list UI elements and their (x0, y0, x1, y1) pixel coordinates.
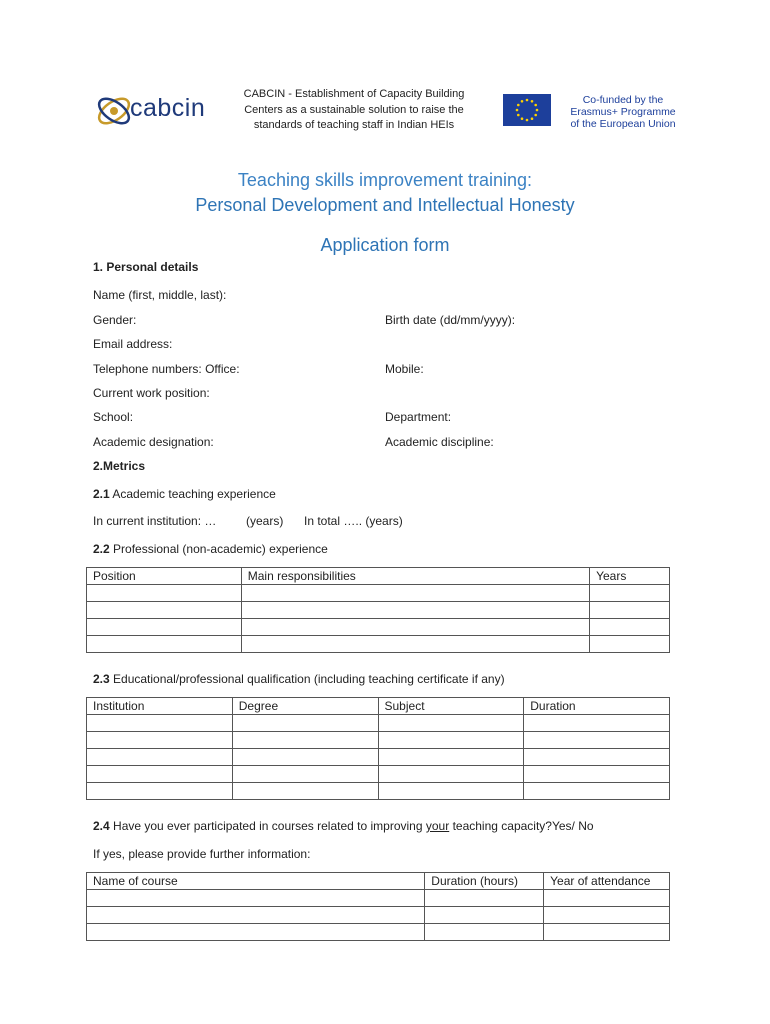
table-cell[interactable] (378, 715, 524, 732)
gender-field-label: Gender: (93, 313, 137, 327)
table-cell[interactable] (87, 783, 233, 800)
office-phone-field-label: Telephone numbers: Office: (93, 362, 240, 376)
column-header: Duration (524, 698, 670, 715)
table-cell[interactable] (87, 749, 233, 766)
further-info-prompt: If yes, please provide further information: (93, 847, 311, 861)
email-field-label: Email address: (93, 337, 173, 351)
question-text-end: teaching capacity?Yes/ No (452, 819, 594, 833)
table-cell[interactable] (378, 783, 524, 800)
experience-table (86, 567, 670, 653)
column-header: Institution (87, 698, 233, 715)
table-row (87, 783, 670, 800)
cabcin-orbit-icon (94, 88, 134, 134)
section-number: 2.3 (93, 672, 110, 686)
column-header: Position (87, 568, 242, 585)
table-row (87, 636, 670, 653)
table-header-row (87, 698, 670, 715)
section-2-1-heading (93, 487, 276, 501)
table-cell[interactable] (590, 602, 670, 619)
table-row (87, 732, 670, 749)
table-cell[interactable] (87, 766, 233, 783)
question-text-start: Have you ever participated in courses related to improving (113, 819, 423, 833)
column-header: Degree (232, 698, 378, 715)
table-cell[interactable] (87, 585, 242, 602)
work-position-field-label: Current work position: (93, 386, 210, 400)
project-description: CABCIN - Establishment of Capacity Building Centers as a sustainable solution to raise the standards of teaching staff in Indian HEIs (243, 88, 465, 131)
table-row (87, 602, 670, 619)
qualification-table (86, 697, 670, 800)
eu-line-2: Erasmus+ Programme (570, 106, 676, 118)
table-cell[interactable] (87, 715, 233, 732)
table-row (87, 907, 670, 924)
school-field-label: School: (93, 410, 134, 424)
table-cell[interactable] (87, 619, 242, 636)
column-header: Name of course (87, 873, 425, 890)
table-cell[interactable] (232, 783, 378, 800)
training-subtitle: Personal Development and Intellectual Honesty (195, 195, 575, 215)
cabcin-logo (94, 88, 212, 134)
table-cell[interactable] (524, 732, 670, 749)
column-header: Subject (378, 698, 524, 715)
section-text: Academic teaching experience (112, 487, 276, 501)
table-cell[interactable] (378, 766, 524, 783)
table-row (87, 715, 670, 732)
eu-line-1: Co-funded by the (582, 94, 664, 106)
table-cell[interactable] (544, 890, 670, 907)
column-header: Years (590, 568, 670, 585)
table-cell[interactable] (425, 924, 544, 941)
current-institution-years: In current institution: … (93, 514, 217, 528)
table-cell[interactable] (87, 890, 425, 907)
column-header: Main responsibilities (241, 568, 589, 585)
table-cell[interactable] (241, 619, 589, 636)
table-cell[interactable] (232, 715, 378, 732)
birth-date-field-label: Birth date (dd/mm/yyyy): (385, 313, 516, 327)
department-field-label: Department: (385, 410, 452, 424)
table-cell[interactable] (232, 749, 378, 766)
section-number: 2.2 (93, 542, 110, 556)
years-unit-label: (years) (246, 514, 284, 528)
logo-wordmark: cabcin (130, 94, 206, 122)
table-row (87, 890, 670, 907)
column-header: Duration (hours) (425, 873, 544, 890)
table-cell[interactable] (590, 636, 670, 653)
table-cell[interactable] (544, 924, 670, 941)
table-cell[interactable] (87, 924, 425, 941)
table-cell[interactable] (241, 636, 589, 653)
table-cell[interactable] (590, 619, 670, 636)
metrics-heading: 2.Metrics (93, 459, 146, 473)
table-cell[interactable] (232, 766, 378, 783)
table-cell[interactable] (425, 907, 544, 924)
eu-cofunded-text (558, 94, 688, 130)
table-cell[interactable] (87, 907, 425, 924)
table-header-row (87, 568, 670, 585)
table-cell[interactable] (232, 732, 378, 749)
eu-line-3: of the European Union (570, 118, 676, 130)
section-text: Professional (non-academic) experience (113, 542, 328, 556)
section-2-2-heading (93, 542, 328, 556)
table-cell[interactable] (87, 636, 242, 653)
section-2-4-question (93, 819, 594, 833)
discipline-field-label: Academic discipline: (385, 435, 494, 449)
courses-table (86, 872, 670, 941)
table-cell[interactable] (524, 783, 670, 800)
table-row (87, 749, 670, 766)
table-cell[interactable] (524, 715, 670, 732)
table-cell[interactable] (425, 890, 544, 907)
table-header-row (87, 873, 670, 890)
section-number: 2.1 (93, 487, 110, 501)
table-cell[interactable] (590, 585, 670, 602)
training-title: Teaching skills improvement training: (237, 170, 533, 190)
table-cell[interactable] (241, 602, 589, 619)
designation-field-label: Academic designation: (93, 435, 214, 449)
table-cell[interactable] (378, 732, 524, 749)
name-field-label: Name (first, middle, last): (93, 288, 227, 302)
section-2-3-heading (93, 672, 505, 686)
personal-details-heading: 1. Personal details (93, 260, 199, 274)
table-cell[interactable] (544, 907, 670, 924)
total-years: In total ….. (years) (304, 514, 403, 528)
table-cell[interactable] (524, 766, 670, 783)
question-underlined-word: your (425, 819, 450, 833)
table-cell[interactable] (241, 585, 589, 602)
table-cell[interactable] (524, 749, 670, 766)
table-row (87, 585, 670, 602)
table-row (87, 766, 670, 783)
table-cell[interactable] (87, 732, 233, 749)
mobile-field-label: Mobile: (385, 362, 424, 376)
table-cell[interactable] (87, 602, 242, 619)
section-text: Educational/professional qualification (including teaching certificate if any) (113, 672, 505, 686)
table-cell[interactable] (378, 749, 524, 766)
eu-flag-icon (503, 94, 551, 126)
form-title: Application form (320, 235, 450, 255)
table-row (87, 924, 670, 941)
column-header: Year of attendance (544, 873, 670, 890)
table-row (87, 619, 670, 636)
section-number: 2.4 (93, 819, 110, 833)
